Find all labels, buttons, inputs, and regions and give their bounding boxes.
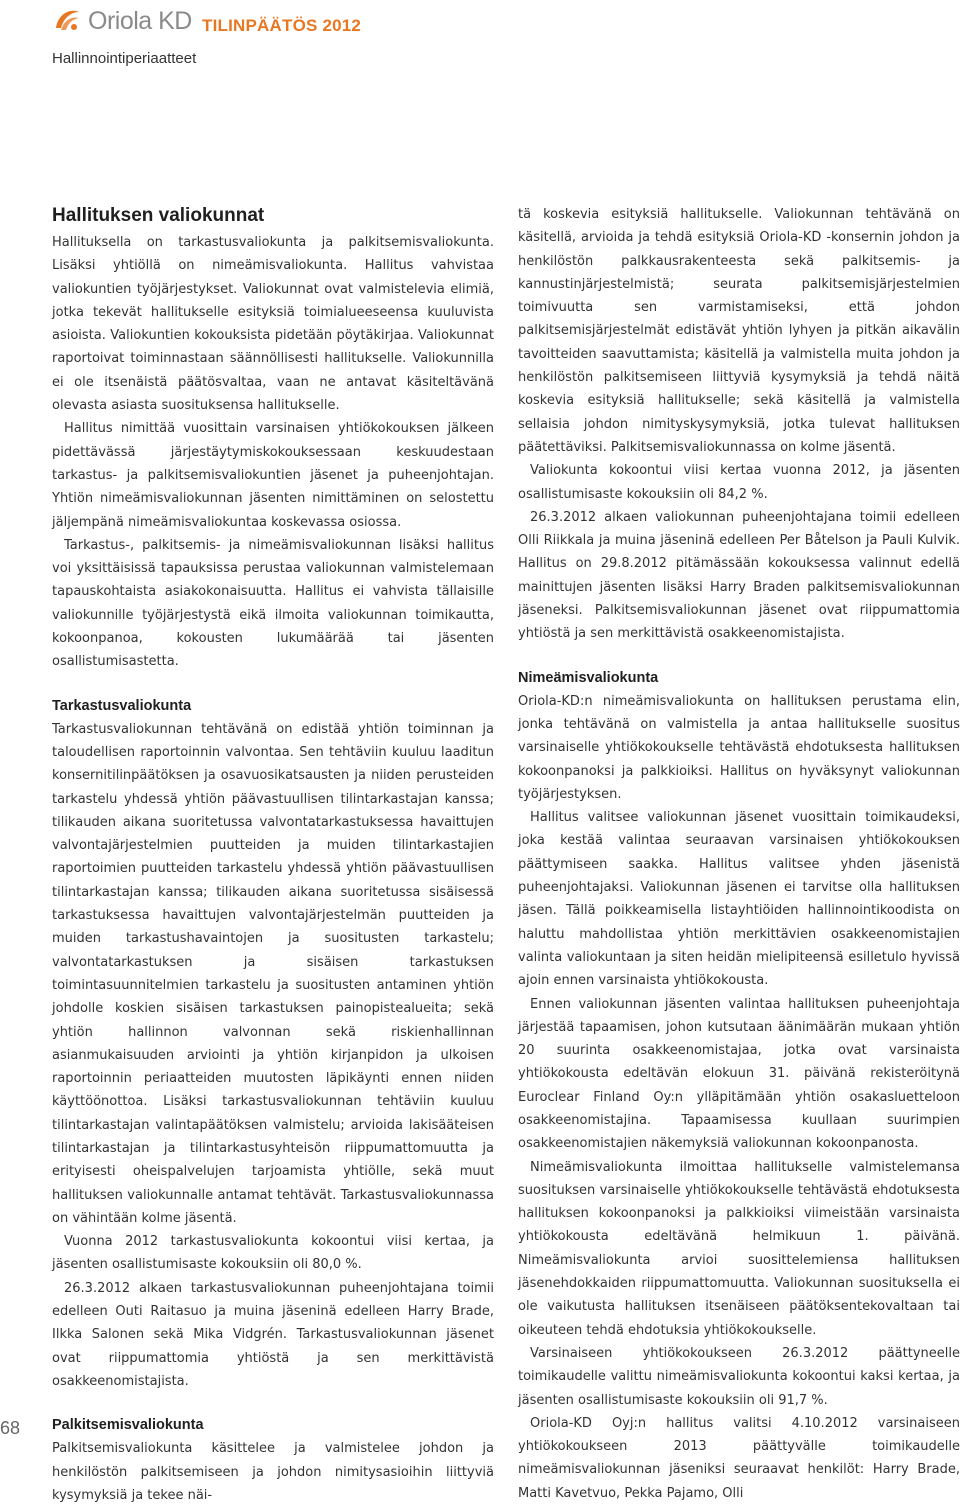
paragraph: 26.3.2012 alkaen tarkastusvaliokunnan puheenjohtajana toimii edelleen Outi Raitasuo ja muina jäseninä edelleen Harry Brade, Ilkka Salonen sekä Mika Vidgrén. Tarkastusvaliokunnan jäsenet ovat riippumattomia yhtiöstä ja sen merkittävistä osakkeenomistajista.	[52, 1280, 494, 1389]
paragraph: Varsinaiseen yhtiökokoukseen 26.3.2012 päättyneelle toimikaudelle valittu nimeämisvaliokunta kokoontui kaksi kertaa, ja jäsenten osallistumisaste kokouksiin oli 91,7 %.	[518, 1345, 960, 1408]
section-heading: Hallituksen valiokunnat	[52, 205, 265, 226]
subsection-heading: Palkitsemisvaliokunta	[52, 1417, 204, 1434]
page-number: 68	[0, 1418, 21, 1438]
paragraph: tä koskevia esityksiä hallitukselle. Valiokunnan tehtävänä on käsitellä, arvioida ja tehdä esityksiä Oriola-KD -konsernin johdon ja henkilöstön palkkausrakenteesta sekä palkitsemis- ja kannustinjärjestelmistä; seurata palkitsemisjärjestelmien toimivuutta sen varmistamiseksi, että johdon palkitsemisjärjestelmät edistävät yhtiön lyhyen ja pitkän aikavälin tavoitteiden saavuttamista; käsitellä ja valmistella muita johdon ja henkilöstön palkitsemiseen liittyviä kysymyksiä ja tehdä näitä koskevia esityksiä hallitukselle; sekä käsitellä ja valmistella sellaisia johdon nimityskysymyksiä, jotka tulevat hallituksen päätettäviksi. Palkitsemisvaliokunnassa on kolme jäsentä.	[518, 207, 960, 455]
document-title: TILINPÄÄTÖS 2012	[202, 16, 362, 35]
page-header	[52, 6, 652, 76]
company-logo	[52, 6, 192, 36]
subsection-heading: Tarkastusvaliokunta	[52, 697, 192, 714]
right-column	[518, 203, 960, 1505]
paragraph: Oriola-KD:n nimeämisvaliokunta on hallituksen perustama elin, jonka tehtävänä on valmistella ja antaa hallitukselle suositus varsinaiselle yhtiökokoukselle tehtävästä ehdotuksesta hallituksen kokoonpanoksi ja palkkioiksi. Hallitus on hyväksynyt valiokunnan työjärjestyksen.	[518, 693, 960, 802]
paragraph: Valiokunta kokoontui viisi kertaa vuonna 2012, ja jäsenten osallistumisaste kokouksiin oli 84,2 %.	[518, 463, 960, 502]
paragraph: Palkitsemisvaliokunta käsittelee ja valmistelee johdon ja henkilöstön palkitsemiseen ja johdon nimitysasioihin liittyviä kysymyksiä ja tekee näi-	[52, 1441, 494, 1503]
paragraph: Hallitus nimittää vuosittain varsinaisen yhtiökokouksen jälkeen pidettävässä järjestäytymiskokouksessaan keskuudestaan tarkastus- ja palkitsemisvaliokuntien jäsenet ja puheenjohtajan. Yhtiön nimeämisvaliokunnan jäsenten nimittäminen on selostettu jäljempänä nimeämisvaliokuntaa koskevassa osiossa.	[52, 421, 494, 530]
section-label: Hallinnointiperiaatteet	[52, 50, 197, 67]
paragraph: 26.3.2012 alkaen valiokunnan puheenjohtajana toimii edelleen Olli Riikkala ja muina jäseninä edelleen Per Båtelson ja Pauli Kulvik. Hallitus on 29.8.2012 pitämässään kokouksessa valinnut edellä mainittujen jäsenten lisäksi Harry Braden palkitsemisvaliokunnan jäseneksi. Palkitsemisvaliokunnan jäsenet ovat riippumattomia yhtiöstä ja sen merkittävistä osakkeenomistajista.	[518, 509, 960, 642]
paragraph: Hallitus valitsee valiokunnan jäsenet vuosittain toimikaudeksi, joka kestää valintaa seuraavan varsinaisen yhtiökokouksen päättymiseen saakka. Hallitus valitsee yhden jäsenistä puheenjohtajaksi. Valiokunnan jäsenen ei tarvitse olla hallituksen jäsen. Tällä poikkeamisella listayhtiöiden hallinnointikoodista on haluttu mahdollistaa yhtiön merkittävien osakkeenomistajien valinta valiokuntaan ja siten heidän mielipiteensä esilletulo hyvissä ajoin ennen varsinaista yhtiökokousta.	[518, 810, 960, 989]
paragraph: Hallituksella on tarkastusvaliokunta ja palkitsemisvaliokunta. Lisäksi yhtiöllä on nimeämisvaliokunta. Hallitus vahvistaa valiokuntien työjärjestykset. Valiokunnat ovat valmistelevia elimiä, jotka tekevät hallitukselle esityksiä toimialueeseensa kuuluvista asioista. Valiokuntien kokouksista pidetään pöytäkirjaa. Valiokunnat raportoivat toiminnastaan säännöllisesti hallitukselle. Valiokunnilla ei ole itsenäistä päätösvaltaa, vaan ne antavat käsiteltävänä olevasta asiasta suosituksensa hallitukselle.	[52, 235, 494, 414]
left-column	[52, 203, 494, 1507]
logo-text: Oriola KD	[88, 7, 192, 35]
paragraph: Vuonna 2012 tarkastusvaliokunta kokoontui viisi kertaa, ja jäsenten osallistumisaste kokouksiin oli 80,0 %.	[52, 1234, 494, 1273]
oriola-swirl-icon	[52, 6, 82, 36]
subsection-heading: Nimeämisvaliokunta	[518, 669, 659, 686]
paragraph: Oriola-KD Oyj:n hallitus valitsi 4.10.2012 varsinaiseen yhtiökokoukseen 2013 päättyvälle toimikaudelle nimeämisvaliokunnan jäseniksi seuraavat henkilöt: Harry Brade, Matti Kavetvuo, Pekka Pajamo, Olli	[518, 1415, 960, 1501]
paragraph: Tarkastus-, palkitsemis- ja nimeämisvaliokunnan lisäksi hallitus voi yksittäisissä tapauksissa perustaa valiokunnan valmistelemaan tapauskohtaista asiakokonaisuutta. Hallitus ei vahvista tällaisille valiokunnille työjärjestystä eikä ilmoita valiokunnan toimikautta, kokoonpanoa, kokousten lukumäärää tai jäsenten osallistumisastetta.	[52, 537, 494, 670]
paragraph: Nimeämisvaliokunta ilmoittaa hallitukselle valmistelemansa suosituksen varsinaiselle yhtiökokoukselle tehtävästä ehdotuksesta hallituksen kokoonpanoksi ja palkkioiksi viimeistään varsinaista yhtiökokousta edeltävänä helmikuun 1. päivänä. Nimeämisvaliokunta arvioi suosittelemiensa hallituksen jäsenehdokkaiden riippumattomuutta. Valiokunnan suosituksella ei ole vaikutusta hallituksen itsenäiseen päätöksentekovaltaan tai oikeuteen tehdä ehdotuksia yhtiökokoukselle.	[518, 1159, 960, 1338]
paragraph: Tarkastusvaliokunnan tehtävänä on edistää yhtiön toiminnan ja taloudellisen raportoinnin valvontaa. Sen tehtäviin kuuluu laaditun konsernitilinpäätöksen ja osavuosikatsausten ja niiden perusteiden tarkastelu yhdessä yhtiön päävastuullisen tilintarkastajan kanssa; tilikauden aikana suoritetussa valvontatarkastuksessa havaittujen valvontajärjestelmien puutteiden ja muiden tilintarkastajien raportoimien puutteiden tarkastelu yhdessä yhtiön päävastuullisen tilintarkastajan kanssa; tilikauden aikana suoritetussa sisäisessä tarkastuksessa havaittujen valvontajärjestelmän puutteiden ja muiden tarkastushavaintojen ja suositusten tarkastelu; valvontatarkastuksen ja sisäisen tarkastuksen toimintasuunnitelmien tarkastelu ja suositusten antaminen yhtiön johdolle koskien sisäisen tarkastuksen painopistealueita; sekä yhtiön hallinnon valvonnan sekä riskienhallinnan asianmukaisuuden arviointi ja yhtiön kirjanpidon ja ulkoisen raportoinnin periaatteiden muutosten läpikäynti ennen niiden käyttöönottoa. Lisäksi tarkastusvaliokunnan tehtäviin kuuluu tilintarkastajan valintapäätöksen valmistelu; arvioida lakisääteisen tilintarkastajan ja tilintarkastusyhteisön riippumattomuutta ja erityisesti oheispalvelujen tarjoamista yhtiölle, sekä muut hallituksen valiokunnalle antamat tehtävät. Tarkastusvaliokunnassa on vähintään kolme jäsentä.	[52, 721, 494, 1226]
paragraph: Ennen valiokunnan jäsenten valintaa hallituksen puheenjohtaja järjestää tapaamisen, johon kutsutaan äänimäärän mukaan yhtiön 20 suurinta osakkeenomistajaa, jotka ovat varsinaista yhtiökokousta edeltävän elokuun 31. päivänä rekisteröitynä Euroclear Finland Oy:n ylläpitämään yhtiön osakasluetteloon osakkeenomistajina. Tapaamisessa kuullaan suurimpien osakkeenomistajien näkemyksiä valiokunnan kokoonpanosta.	[518, 996, 960, 1152]
